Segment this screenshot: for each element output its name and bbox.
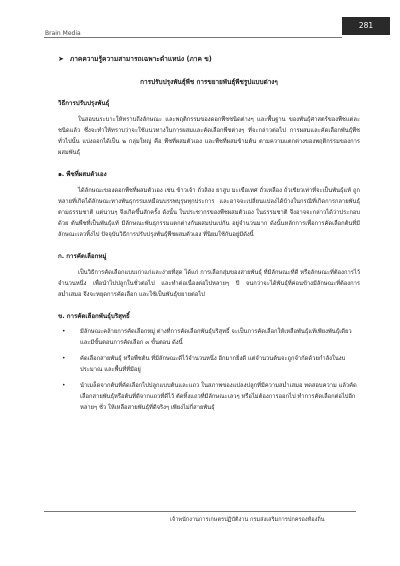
list-item-text: คัดเลือกสายพันธุ์ หรือพืชต้น ที่มีลักษณะดีไว้จำนวนหนึ่ง อีกมากยิ่งดี แต่จำนวนต้นจะถูกจำกัดด้วยกำลังในงบประมาณ และพื้นที่ที่มีอยู่	[80, 356, 346, 373]
page-content	[58, 47, 360, 419]
self-pollinated-paragraph: ได้ลักษณะของดอกพืชที่ผสมตัวเอง เช่น ข้าวเจ้า ถั่วลิสง ยาสูบ มะเขือเทศ ถั่วเหลือง ถั่วเขียวเท่าที่จะเป็นพันธุ์แท้ ถูกหลายที่เกิดได้ลักษณะทางพันธุกรรมเหมือนบรรพบุรุษทุกประการ และอาจจะเปลี่ยนแปลงได้บ้างในกรณีที่เกิดการกลายพันธุ์ตามธรรมชาติ แต่นานๆ จึงเกิดขึ้นสักครั้ง ดังนั้น ในประชากรของพืชผสมตัวเอง ในธรรมชาติ จึงอาจจะกล่าวได้ว่าประกอบด้วย ต้นพืชที่เป็นพันธุ์แท้ มีลักษณะพันธุกรรมแตกต่างกันผสมปนเปกัน อยู่จำนวนมาก ดังนั้นหลักการเพื่อการคัดเลือกต้นที่มีลักษณะเลวทิ้งไป ปัจจุบันวิธีการปรับปรุงพันธุ์พืชผสมตัวเอง ที่นิยมใช้กันอยู่มีดังนี้	[58, 188, 360, 238]
self-pollinated-heading: ๑. พืชที่ผสมตัวเอง	[58, 171, 107, 178]
bullet-icon: •	[62, 356, 66, 362]
part-title: ภาคความรู้ความสามารถเฉพาะตำแหน่ง (ภาค ข)	[69, 55, 212, 63]
pure-line-heading: ข. การคัดเลือกพันธุ์บริสุทธิ์	[58, 313, 130, 320]
list-item	[58, 327, 360, 349]
part-heading	[58, 54, 360, 65]
mass-selection-paragraph: เป็นวิธีการคัดเลือกแบบเก่าแก่และง่ายที่สุด ได้แก่ การเลือกสุ่มของสายพันธุ์ ที่มีลักษณะที่ดี หรือลักษณะที่ต้องการไว้จำนวนหนึ่ง เพื่อนำไปปลูกในชั่วต่อไป และทำต่อเนื่องต่อไปหลายๆ ปี จนกว่าจะได้พันธุ์ที่ค่อนข้างมีลักษณะที่ต้องการสม่ำเสมอ จึงจะหยุดการคัดเลือก และใช้เป็นพันธุ์ขยายต่อไป	[58, 270, 360, 298]
methods-paragraph: ในสอบนระบาะให้ทราบถึงลักษณะ และพฤติกรรมของดอกพืชชนิดต่างๆ และพื้นฐาน ของพันธุ์ศาสตร์ของพืชแต่ละชนิดแล้ว ซึ่งจะทำให้ทราบว่าจะใช้แนวทางในการผสมและคัดเลือกพืชต่างๆ ที่จะกล่าวต่อไป การผสมและคัดเลือกพันธุ์พืชทั่วไปนั้น แบ่งออกได้เป็น ๒ กลุ่มใหญ่ คือ พืชที่ผสมตัวเอง และพืชที่ผสมข้ามต้น ตามความแตกต่างของพฤติกรรมของการผสมพันธุ์	[58, 117, 360, 156]
methods-heading: วิธีการปรับปรุงพันธุ์	[58, 100, 110, 107]
footer-divider	[44, 511, 356, 512]
header-divider	[44, 37, 342, 38]
subject-title: การปรับปรุงพันธุ์พืช การขยายพันธุ์พืชรูปแบบต่างๆ	[140, 78, 278, 86]
mass-selection-heading: ก. การคัดเลือกหมู่	[58, 253, 107, 260]
bullet-icon: •	[62, 383, 66, 389]
list-item	[58, 381, 360, 414]
pure-line-list	[58, 327, 360, 414]
list-item-text: นำเมล็ดจากต้นที่คัดเลือกไปปลูกแบบต้นและแถว ในสภาพของแปลงปลูกที่มีความสม่ำเสมอ ทดสอบความ แล้วคัดเลือกสายพันธุ์หรือต้นที่ดีจากแถวที่ดีไว้ ตัดทิ้งแถวที่มีลักษณะเลวๆ หรือไม่ต้องการออกไป ทำการคัดเลือกต่อไปอีกหลายๆ ชั่ว ให้เหลือสายพันธุ์ที่ดีจริงๆ เพียงไม่กี่สายพันธุ์	[80, 383, 357, 411]
header-brand: Brain Media	[45, 30, 81, 37]
list-item	[58, 354, 360, 376]
bullet-icon: •	[62, 329, 66, 335]
arrow-bullet-icon: ➤	[58, 55, 64, 63]
list-item-text: มีลักษณะคล้ายการคัดเลือกหมู่ ต่างที่การคัดเลือกพันธุ์บริสุทธิ์ จะเป็นการคัดเลือกให้เหลือพันธุ์แท้เพียงพันธุ์เดียว และมีขั้นตอนการคัดเลือก ๓ ขั้นตอน ดังนี้	[80, 329, 352, 346]
footer-text: เจ้าพนักงานการเกษตรปฏิบัติงาน กรมส่งเสริมการปกครองท้องถิ่น	[170, 517, 325, 523]
page-number: 281	[342, 17, 390, 35]
